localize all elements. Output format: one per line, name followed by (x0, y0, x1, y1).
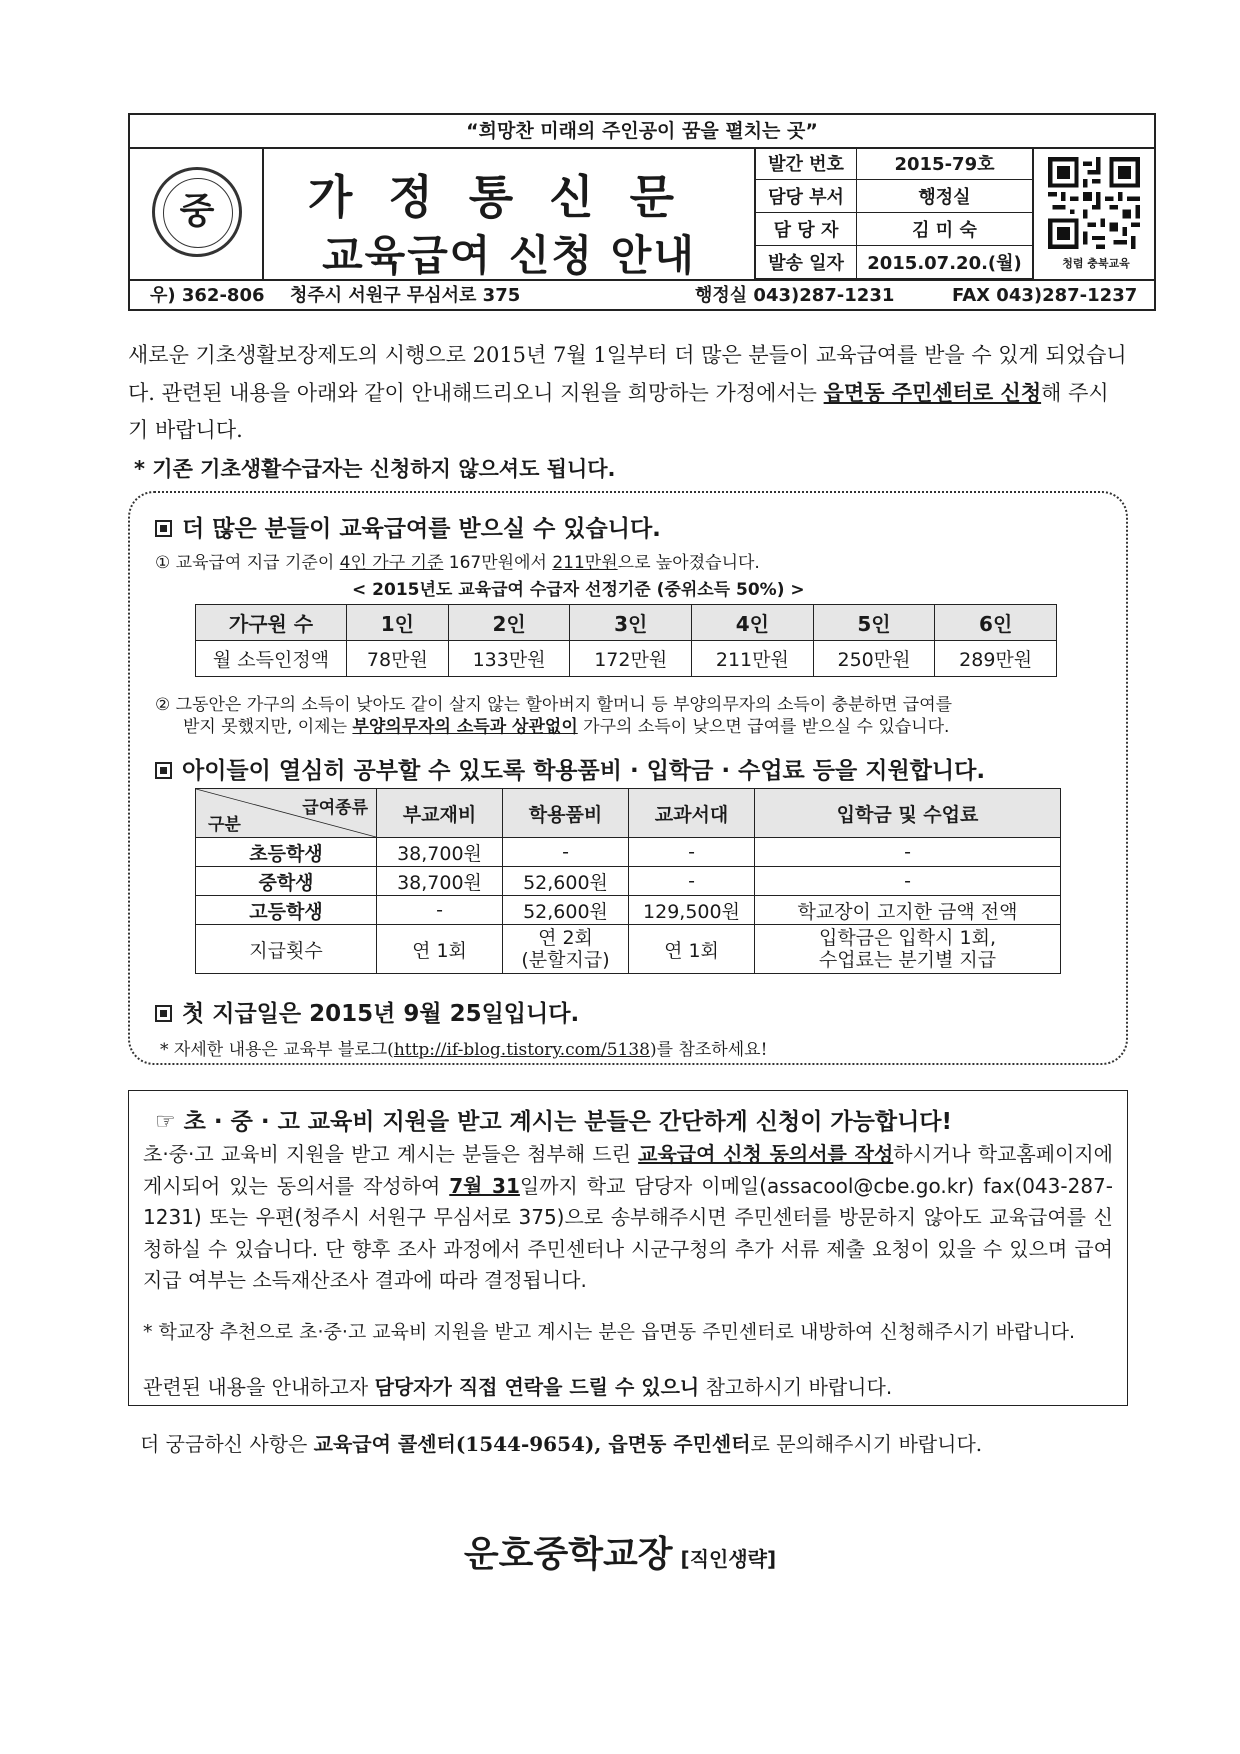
closing-text-end: 로 문의해주시기 바랍니다. (750, 1432, 983, 1456)
square-bullet-icon (155, 1005, 172, 1022)
intro-text-end: 해 주시기 바랍니다. (128, 381, 1109, 442)
section1-heading-text: 더 많은 분들이 교육급여를 받으실 수 있습니다. (182, 516, 661, 542)
table-row-header: 지급횟수 (196, 925, 377, 974)
seal-omitted-note: [직인생략] (680, 1547, 777, 1571)
address-row (130, 279, 1154, 311)
school-emblem-logo (152, 167, 242, 257)
blog-note-text: * 자세한 내용은 교육부 블로그( (160, 1040, 394, 1060)
info-value: 행정실 (857, 180, 1034, 213)
simple-application-box (128, 1090, 1128, 1406)
table-header-cell: 1인 (347, 605, 449, 641)
table-cell: 52,600원 (503, 867, 629, 896)
item1-emphasis-1: 4인 가구 기준 (339, 553, 444, 573)
simple-application-heading: ☞ 초 · 중 · 고 교육비 지원을 받고 계시는 분들은 간단하게 신청이 가능합니다! (155, 1109, 953, 1135)
table-cell: 학교장이 고지한 금액 전액 (755, 896, 1061, 925)
table-cell: 52,600원 (503, 896, 629, 925)
table-header-cell: 3인 (570, 605, 692, 641)
info-value: 2015.07.20.(월) (857, 246, 1034, 279)
fax-number: FAX 043)287-1237 (952, 285, 1138, 306)
closing-emphasis: 교육급여 콜센터(1544-9654), 읍면동 주민센터 (313, 1432, 751, 1456)
table-header-cell: 교과서대 (629, 789, 755, 838)
table-cell (503, 925, 629, 974)
table-cell: 211만원 (692, 641, 814, 677)
table-header-cell: 4인 (692, 605, 814, 641)
table-cell: - (755, 838, 1061, 867)
closing-inquiry (140, 1428, 982, 1457)
item1-emphasis-2: 211만원 (552, 553, 618, 573)
blog-link[interactable]: http://if-blog.tistory.com/5138 (393, 1040, 650, 1060)
table-cell: 78만원 (347, 641, 449, 677)
school-emblem-glyph: 중 (179, 191, 215, 232)
square-bullet-icon (155, 762, 172, 779)
info-label: 발송 일자 (755, 246, 857, 279)
newsletter-subtitle: 교육급여 신청 안내 (322, 231, 696, 280)
table-cell-line: 연 2회 (538, 927, 593, 949)
postal-code: 우) 362-806 (150, 285, 265, 306)
table-header-cell: 입학금 및 수업료 (755, 789, 1061, 838)
contact-text-end: 참고하시기 바랍니다. (699, 1375, 893, 1399)
item2-emphasis: 부양의무자의 소득과 상관없이 (352, 717, 578, 737)
square-bullet-icon (155, 520, 172, 537)
info-value: 김 미 숙 (857, 213, 1034, 246)
table-header-cell: 5인 (813, 605, 935, 641)
body-text: 일까지 학교 담당자 이메일(assacool@cbe.go.kr) fax(043-287-1231) 또는 우편(청주시 서원구 무심서로 375)으로 송부해주시면 주민센터를 방문하지 않아도 교육급여를 신청하실 수 있습니다. 단 향후 조사 과정에서 주민센터나 시군구청의 추가 서류 제출 요청이 있을 수 있으며 급여 지급 여부는 소득재산조사 결과에 따라 결정됩니다. (143, 1173, 1113, 1292)
table-cell: 129,500원 (629, 896, 755, 925)
school-motto: “희망찬 미래의 주인공이 꿈을 펼치는 곳” (130, 115, 1154, 149)
table-row-header: 중학생 (196, 867, 377, 896)
principal-recommendation-note: * 학교장 추천으로 초·중·고 교육비 지원을 받고 계시는 분은 읍면동 주민센터로 내방하여 신청해주시기 바랍니다. (143, 1321, 1076, 1343)
contact-notice (143, 1371, 1113, 1400)
table-header-cell: 6인 (935, 605, 1057, 641)
table-cell: 월 소득인정액 (196, 641, 347, 677)
table-row-header: 고등학생 (196, 896, 377, 925)
section3-heading (155, 995, 579, 1028)
school-address: 청주시 서원구 무심서로 375 (290, 285, 521, 306)
qr-caption: 청렴 충북교육 (1062, 257, 1130, 270)
table-cell-line: 수업료는 분기별 지급 (818, 949, 997, 971)
table-cell: 133만원 (448, 641, 570, 677)
table-header-cell: 부교재비 (377, 789, 503, 838)
table-cell: 연 1회 (629, 925, 755, 974)
table-cell-line: 입학금은 입학시 1회, (818, 927, 997, 949)
newsletter-header (128, 113, 1156, 311)
info-label: 담당 부서 (755, 180, 857, 213)
table-cell: - (755, 867, 1061, 896)
table-cell: 38,700원 (377, 867, 503, 896)
table-cell-line: (분할지급) (521, 949, 610, 971)
section2-heading-text: 아이들이 열심히 공부할 수 있도록 학용품비 · 입학금 · 수업료 등을 지원합니다. (182, 758, 986, 784)
qr-cell (1034, 147, 1156, 279)
simple-application-body (143, 1139, 1113, 1297)
table-cell: 289만원 (935, 641, 1057, 677)
info-label: 담 당 자 (755, 213, 857, 246)
logo-cell (130, 147, 264, 279)
table-cell: - (503, 838, 629, 867)
intro-text: 새로운 기초생활보장제도의 시행으로 2015년 7월 1일부터 더 많은 분들이 교육급여를 받을 수 있게 되었습니다. 관련된 내용을 아래와 같이 안내해드리오니 지원을 희망하는 가정에서는 (128, 343, 1127, 405)
table-cell: 38,700원 (377, 838, 503, 867)
deadline-emphasis: 7월 31 (449, 1173, 520, 1198)
table-corner-cell (196, 789, 377, 838)
intro-emphasis: 읍면동 주민센터로 신청 (823, 380, 1042, 405)
signature-block (0, 1526, 1240, 1577)
contact-text: 관련된 내용을 안내하고자 (143, 1375, 375, 1399)
blog-note-end: )를 참조하세요! (650, 1040, 768, 1060)
support-items-table (195, 788, 1061, 974)
table-cell: - (629, 867, 755, 896)
table-header-cell: 가구원 수 (196, 605, 347, 641)
info-label: 발간 번호 (755, 147, 857, 180)
existing-recipient-note: * 기존 기초생활수급자는 신청하지 않으셔도 됩니다. (134, 457, 616, 481)
body-text: 하시거나 학교홈페이지에 게시되어 있는 동의서를 작성하여 (143, 1142, 1113, 1198)
section2-heading (155, 752, 985, 785)
table-cell (755, 925, 1061, 974)
table-cell: - (377, 896, 503, 925)
body-emphasis: 교육급여 신청 동의서를 작성 (638, 1142, 894, 1166)
table-cell: 250만원 (813, 641, 935, 677)
section1-heading (155, 510, 661, 543)
corner-label-top: 급여종류 (302, 798, 368, 818)
corner-label-bottom: 구분 (208, 815, 241, 835)
contact-emphasis: 담당자가 직접 연락을 드릴 수 있으니 (374, 1375, 700, 1399)
table-cell: - (629, 838, 755, 867)
item2-text: 받지 못했지만, 이제는 (183, 717, 353, 737)
office-phone: 행정실 043)287-1231 (695, 285, 895, 306)
income-criteria-table (195, 604, 1057, 677)
income-table-caption: < 2015년도 교육급여 수급자 선정기준 (중위소득 50%) > (352, 580, 805, 600)
qr-code-icon[interactable] (1048, 157, 1140, 249)
title-cell (264, 147, 754, 279)
section1-item2-line1: ② 그동안은 가구의 소득이 낮아도 같이 살지 않는 할아버지 할머니 등 부양의무자의 소득이 충분하면 급여를 (155, 695, 953, 715)
info-value: 2015-79호 (857, 147, 1034, 180)
table-cell: 172만원 (570, 641, 692, 677)
item2-text-end: 가구의 소득이 낮으면 급여를 받으실 수 있습니다. (577, 717, 950, 737)
newsletter-title: 가정통신문 (307, 170, 711, 224)
section1-item1 (155, 548, 760, 573)
item1-text: ① 교육급여 지급 기준이 (155, 553, 340, 573)
table-header-cell: 2인 (448, 605, 570, 641)
table-cell: 연 1회 (377, 925, 503, 974)
body-text: 초·중·고 교육비 지원을 받고 계시는 분들은 첨부해 드린 (143, 1142, 639, 1166)
closing-text: 더 궁금하신 사항은 (140, 1432, 314, 1456)
section3-heading-text: 첫 지급일은 2015년 9월 25일입니다. (182, 1001, 580, 1027)
blog-note (160, 1035, 767, 1060)
section1-item2-line2 (183, 712, 949, 737)
issue-info-table (754, 147, 1034, 279)
table-row-header: 초등학생 (196, 838, 377, 867)
principal-signature: 운호중학교장 (463, 1534, 673, 1575)
table-header-cell: 학용품비 (503, 789, 629, 838)
intro-paragraph (128, 337, 1128, 449)
item1-text-2: 167만원에서 (443, 553, 553, 573)
item1-text-3: 으로 높아졌습니다. (617, 553, 760, 573)
